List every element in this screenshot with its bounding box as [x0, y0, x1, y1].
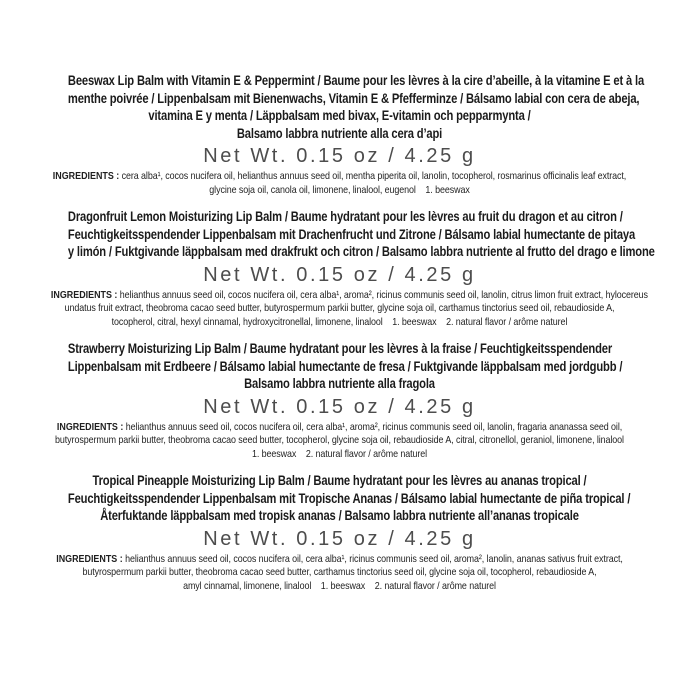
product-title: [67, 72, 645, 142]
product-title-line: vitamina E y menta / Läppbalsam med bivax, E-vitamin och pepparmynta /: [148, 107, 531, 123]
product-section-dragonfruit-lemon: [0, 208, 679, 329]
ingredients-line: [51, 553, 628, 567]
ingredients-line: tocopherol, citral, hexyl cinnamal, hydroxycitronellal, limonene, linalool 1. beeswax 2. natural flavor / arôme naturel: [111, 315, 568, 328]
ingredients-label: INGREDIENTS :: [56, 420, 124, 433]
net-weight: Net Wt. 0.15 oz / 4.25 g: [203, 527, 476, 550]
product-title-line: Lippenbalsam mit Erdbeere / Bálsamo labial humectante de fresa / Fuktgivande läppbalsam med jordgubb /: [67, 357, 623, 374]
ingredients-line: [50, 288, 648, 303]
ingredients-line: glycine soja oil, canola oil, limonene, linalool, eugenol 1. beeswax: [209, 183, 470, 196]
ingredients-list: [50, 288, 648, 330]
ingredients-line: undatus fruit extract, theobroma cacao seed butter, butyrospermum parkii butter, glycine soja oil, carthamus tinctorius seed oil, rebaudioside A,: [64, 302, 615, 314]
product-title-line: menthe poivrée / Lippenbalsam mit Bienenwachs, Vitamin E & Pfefferminze / Bálsamo labial con cera de abeja,: [67, 89, 640, 106]
product-title-line: Feuchtigkeitsspendender Lippenbalsam mit Drachenfrucht und Zitrone / Bálsamo labial humectante de pitaya: [67, 225, 636, 242]
product-section-beeswax-peppermint: [0, 72, 679, 197]
ingredients-list: [51, 421, 628, 462]
product-section-strawberry: [0, 340, 679, 461]
ingredients-text: helianthus annuus seed oil, cocos nucifera oil, cera alba¹, aroma², ricinus communis seed oil, lanolin, fragaria ananassa seed oil,: [123, 420, 623, 433]
ingredients-list: [51, 553, 628, 594]
ingredients-line: [51, 170, 628, 184]
product-title: [67, 340, 623, 393]
product-title: [67, 208, 655, 261]
product-title-line: Balsamo labbra nutriente alla fragola: [244, 375, 435, 391]
product-title-line: Återfuktande läppbalsam med tropisk ananas / Balsamo labbra nutriente all’ananas tropicale: [100, 507, 579, 523]
ingredients-text: helianthus annuus seed oil, cocos nucifera oil, cera alba¹, aroma², ricinus communis seed oil, lanolin, citrus limon fruit extract, hylocereus: [117, 288, 648, 301]
ingredients-line: [51, 421, 628, 435]
ingredients-label: INGREDIENTS :: [52, 170, 120, 182]
ingredients-text: helianthus annuus seed oil, cocos nucifera oil, cera alba¹, ricinus communis seed oil, aroma², lanolin, ananas sativus fruit extract,: [122, 552, 623, 565]
ingredients-line: butyrospermum parkii butter, theobroma cacao seed butter, tocopherol, glycine soja oil, rebaudioside A, citral, citronellol, geraniol, limonene, linalool: [55, 434, 624, 446]
ingredients-line: amyl cinnamal, limonene, linalool 1. beeswax 2. natural flavor / arôme naturel: [183, 579, 496, 592]
ingredients-text: cera alba¹, cocos nucifera oil, helianthus annuus seed oil, mentha piperita oil, lanolin, tocopherol, rosmarinus officinalis leaf extract,: [119, 170, 627, 182]
product-title-line: Dragonfruit Lemon Moisturizing Lip Balm / Baume hydratant pour les lèvres au fruit du dragon et au citron /: [67, 208, 623, 224]
ingredients-line: butyrospermum parkii butter, theobroma cacao seed butter, carthamus tinctorius seed oil, glycine soja oil, tocopherol, rebaudioside A,: [82, 566, 597, 578]
product-title-line: Strawberry Moisturizing Lip Balm / Baume hydratant pour les lèvres à la fraise / Feuchtigkeitsspendender: [67, 340, 613, 356]
net-weight: Net Wt. 0.15 oz / 4.25 g: [203, 145, 476, 167]
product-title-line: Tropical Pineapple Moisturizing Lip Balm / Baume hydratant pour les lèvres au ananas tropical /: [92, 472, 587, 488]
ingredients-label: INGREDIENTS :: [56, 552, 123, 565]
net-weight: Net Wt. 0.15 oz / 4.25 g: [203, 395, 476, 418]
product-title-line: Balsamo labbra nutriente alla cera d’api: [236, 124, 443, 141]
product-title: [67, 472, 631, 525]
ingredients-line: 1. beeswax 2. natural flavor / arôme naturel: [251, 447, 428, 460]
product-title-line: Beeswax Lip Balm with Vitamin E & Peppermint / Baume pour les lèvres à la cire d’abeille, à la vitamine E et à la: [67, 72, 645, 88]
product-title-line: y limón / Fuktgivande läppbalsam med drakfrukt och citron / Balsamo labbra nutriente al frutto del drago e limone: [67, 243, 655, 259]
ingredients-label: INGREDIENTS :: [50, 288, 118, 301]
product-section-tropical-pineapple: [0, 472, 679, 593]
product-title-line: Feuchtigkeitsspendender Lippenbalsam mit Tropische Ananas / Bálsamo labial humectante de piña tropical /: [67, 489, 631, 506]
ingredients-list: [51, 170, 628, 197]
net-weight: Net Wt. 0.15 oz / 4.25 g: [203, 263, 476, 286]
